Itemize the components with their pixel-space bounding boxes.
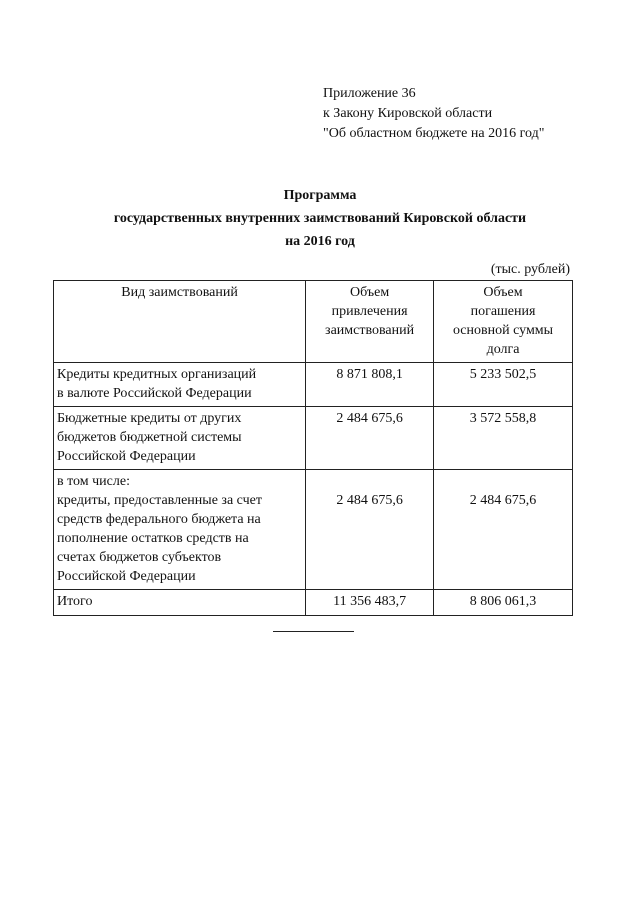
attraction-value-text: 2 484 675,6 [336, 493, 403, 508]
row-label-bank-credits [54, 363, 306, 407]
header-line: погашения [470, 304, 536, 319]
header-borrowing-type [54, 281, 306, 363]
header-line: заимствований [325, 323, 415, 338]
repayment-value: 5 233 502,5 [434, 363, 573, 407]
spacer [309, 472, 430, 491]
label-line: Российской Федерации [57, 449, 196, 464]
footer-divider [273, 631, 354, 632]
label-line: Российской Федерации [57, 569, 196, 584]
header-line: Объем [483, 285, 523, 300]
attraction-value [306, 470, 434, 590]
row-label-federal-credits [54, 470, 306, 590]
attraction-value: 8 871 808,1 [306, 363, 434, 407]
label-line: Бюджетные кредиты от других [57, 411, 242, 426]
total-repayment-value: 8 806 061,3 [434, 590, 573, 616]
appendix-law-title: "Об областном бюджете на 2016 год" [323, 126, 545, 141]
borrowings-table [53, 280, 573, 616]
row-label-budget-credits [54, 407, 306, 470]
table-total-row [54, 590, 573, 616]
repayment-value-text: 2 484 675,6 [469, 493, 537, 508]
header-line: основной суммы [452, 323, 554, 338]
table-header-row [54, 281, 573, 363]
table-row [54, 363, 573, 407]
attraction-value: 2 484 675,6 [306, 407, 434, 470]
header-line: Объем [349, 285, 390, 300]
appendix-number: Приложение 36 [323, 86, 416, 101]
repayment-value [434, 470, 573, 590]
header-line: привлечения [331, 304, 408, 319]
document-subtitle: государственных внутренних заимствований Кировской области [113, 211, 527, 226]
total-attraction-value: 11 356 483,7 [306, 590, 434, 616]
total-label: Итого [54, 590, 306, 616]
document-title: Программа [283, 188, 357, 203]
label-line: бюджетов бюджетной системы [57, 430, 242, 445]
header-attraction-volume [306, 281, 434, 363]
appendix-law-reference: к Закону Кировской области [323, 106, 493, 121]
label-line: кредиты, предоставленные за счет [57, 493, 262, 508]
units-label: (тыс. рублей) [490, 262, 570, 277]
table-row [54, 407, 573, 470]
spacer [437, 472, 569, 491]
repayment-value: 3 572 558,8 [434, 407, 573, 470]
label-line: пополнение остатков средств на [57, 531, 249, 546]
label-line: в валюте Российской Федерации [57, 386, 252, 401]
label-line: средств федерального бюджета на [57, 512, 261, 527]
label-line: счетах бюджетов субъектов [57, 550, 222, 565]
table-row [54, 470, 573, 590]
label-line: Кредиты кредитных организаций [57, 367, 257, 382]
header-line: Вид заимствований [121, 285, 238, 300]
header-line: долга [486, 342, 520, 357]
document-year: на 2016 год [285, 234, 355, 249]
label-line: в том числе: [57, 474, 130, 489]
appendix-header [323, 84, 544, 144]
header-repayment-volume [434, 281, 573, 363]
